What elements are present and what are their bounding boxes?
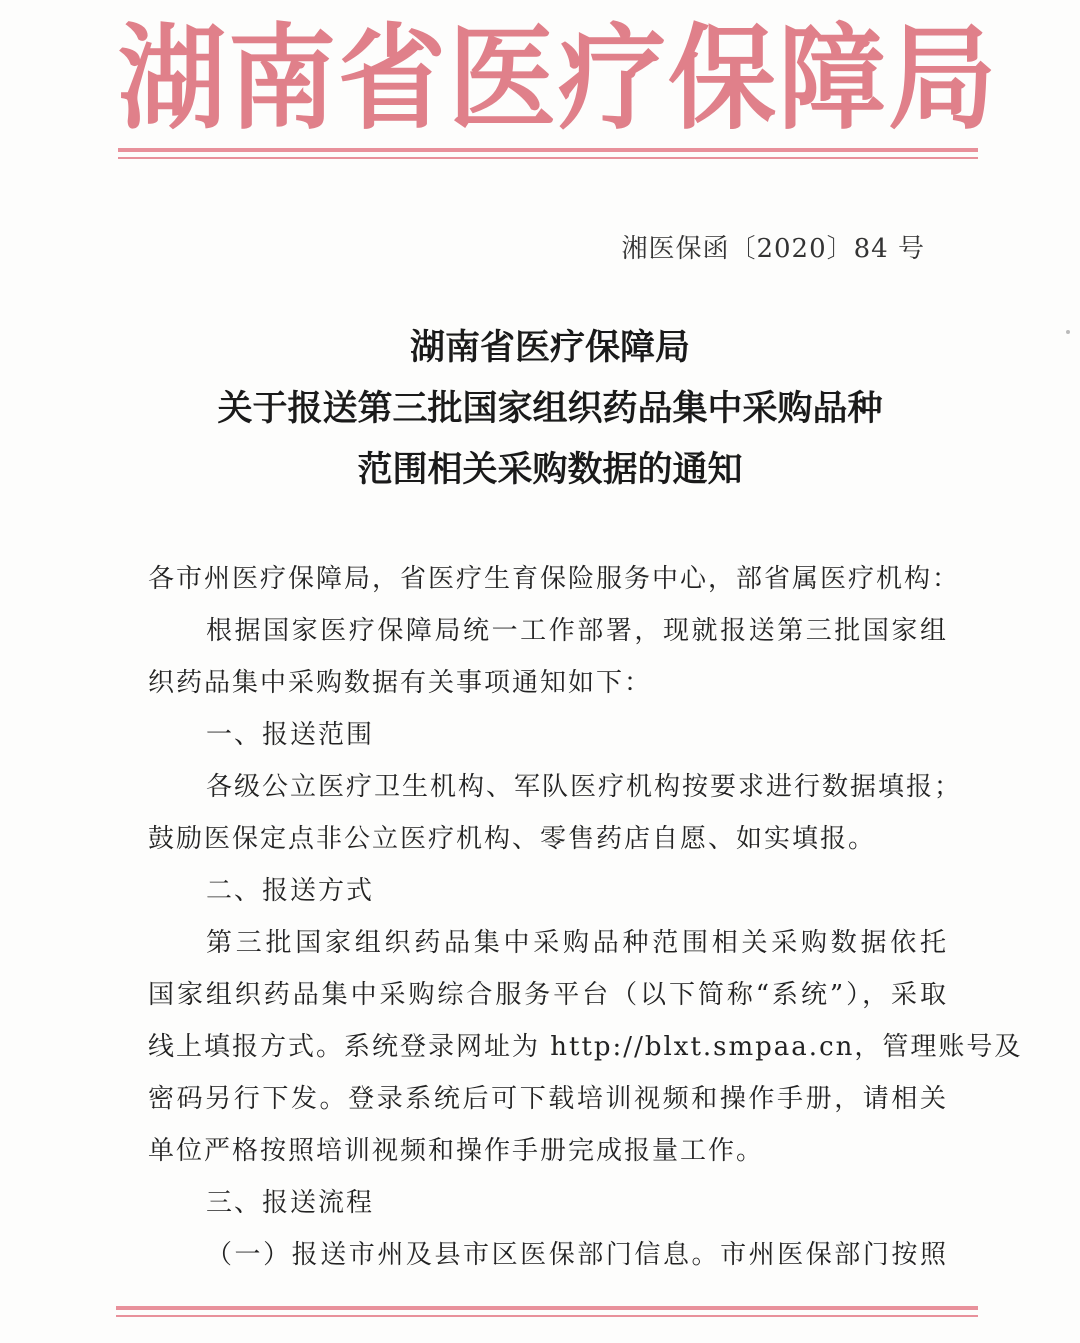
footer-divider — [116, 1306, 978, 1320]
document-body — [148, 553, 1023, 1281]
paragraph-line: 单位严格按照培训视频和操作手册完成报量工作。 — [148, 1136, 765, 1166]
masthead-char: 障 — [778, 13, 889, 146]
masthead-char: 南 — [228, 13, 339, 146]
paragraph-line: 织药品集中采购数据有关事项通知如下： — [148, 668, 653, 698]
paragraph-line: 鼓励医保定点非公立医疗机构、零售药店自愿、如实填报。 — [148, 824, 877, 854]
paragraph-line: 线上填报方式。系统登录网址为 http://blxt.smpaa.cn，管理账号及 — [148, 1032, 1023, 1062]
paragraph-line: 密码另行下发。登录系统后可下载培训视频和操作手册，请相关 — [148, 1084, 948, 1114]
section-heading: 二、报送方式 — [206, 876, 375, 906]
masthead-char: 省 — [338, 13, 449, 146]
document-number: 湘医保函〔2020〕84 号 — [621, 234, 925, 264]
title-line: 范围相关采购数据的通知 — [357, 450, 743, 490]
masthead-char: 医 — [448, 13, 559, 146]
masthead-char: 疗 — [558, 13, 669, 146]
paragraph-line: 国家组织药品集中采购综合服务平台（以下简称“系统”），采取 — [148, 980, 948, 1010]
title-line: 关于报送第三批国家组织药品集中采购品种 — [217, 389, 883, 429]
paragraph-line: 根据国家医疗保障局统一工作部署，现就报送第三批国家组 — [206, 616, 948, 646]
title-line: 湖南省医疗保障局 — [409, 328, 690, 368]
masthead-char: 保 — [668, 13, 779, 146]
masthead-char: 局 — [888, 13, 999, 146]
document-title — [120, 318, 980, 501]
salutation: 各市州医疗保障局，省医疗生育保险服务中心，部省属医疗机构： — [148, 564, 961, 594]
section-heading: 三、报送流程 — [206, 1188, 375, 1218]
paragraph-line: （一）报送市州及县市区医保部门信息。市州医保部门按照 — [206, 1240, 948, 1270]
masthead-char: 湖 — [118, 13, 229, 146]
masthead-divider — [118, 148, 978, 162]
scan-dot — [1066, 330, 1070, 334]
paragraph-line: 各级公立医疗卫生机构、军队医疗机构按要求进行数据填报； — [206, 772, 963, 802]
masthead-title — [118, 7, 999, 154]
paragraph-line: 第三批国家组织药品集中采购品种范围相关采购数据依托 — [206, 928, 948, 958]
section-heading: 一、报送范围 — [206, 720, 375, 750]
